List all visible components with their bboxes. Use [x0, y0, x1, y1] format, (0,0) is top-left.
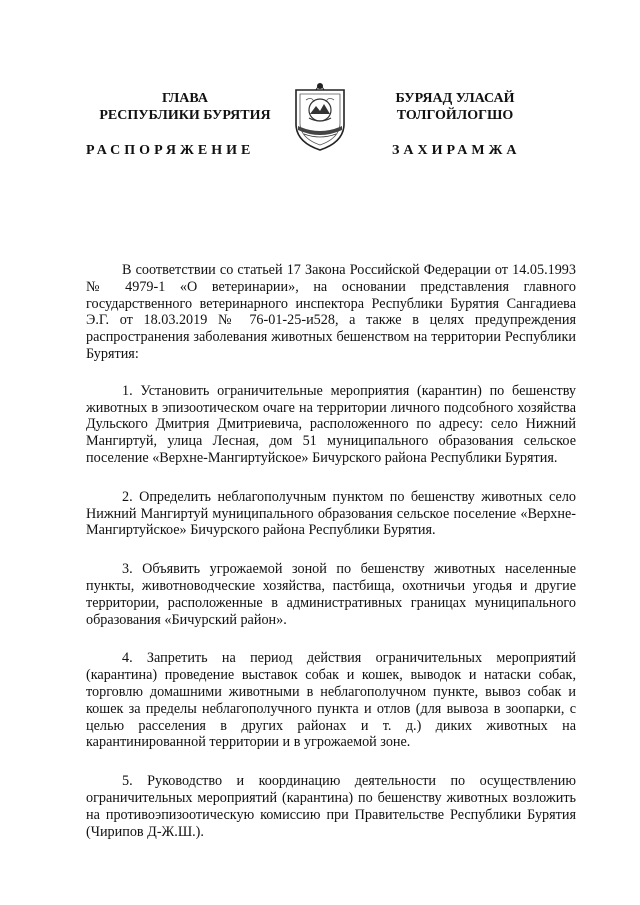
header-right-subtitle: ТОЛГОЙЛОГШО — [396, 108, 514, 123]
intro-paragraph: В соответствии со статьей 17 Закона Российской Федерации от 14.05.1993 № 4979-1 «О ветеринарии», на основании представления главного государственного ветеринарного инспектора Республики Бурятия Сангадиева Э.Г. от 18.03.2019 № 76-01-25-и528, а также в целях предупреждения распространения заболевания животных бешенством на территории Республики Бурятия: — [86, 262, 576, 362]
paragraph-4: 4. Запретить на период действия ограничительных мероприятий (карантина) проведение выставок собак и кошек, выводок и натаски собак, торговлю домашними животными в неблагополучном пункте, вывоз собак и кошек за пределы неблагополучного пункта и отлов (для вывоза в зоопарки, с целью расселения в других районах и т. д.) диких животных на карантинированной территории и в угрожаемой зоне. — [86, 650, 576, 751]
paragraph-2: 2. Определить неблагополучным пунктом по бешенству животных село Нижний Мангиртуй муниципального образования сельское поселение «Верхне-Мангиртуйское» Бичурского района Республики Бурятия. — [86, 488, 576, 539]
paragraph-5: 5. Руководство и координацию деятельности по осуществлению ограничительных мероприятий (карантина) по бешенству животных возложить на противоэпизоотическую комиссию при Правительстве Республики Бурятия (Чирипов Д-Ж.Ш.). — [86, 773, 576, 840]
document-type-ru: РАСПОРЯЖЕНИЕ — [86, 143, 255, 158]
header-left-subtitle: РЕСПУБЛИКИ БУРЯТИЯ — [99, 108, 271, 123]
document-type-bua: ЗАХИРАМЖА — [392, 143, 521, 158]
paragraph-1: 1. Установить ограничительные мероприятия (карантин) по бешенству животных в эпизоотическом очаге на территории личного подсобного хозяйства Дульского Дмитрия Дмитриевича, расположенного по адресу: село Нижний Мангиртуй, улица Лесная, дом 51 муниципального образования сельское поселение «Верхне-Мангиртуйское» Бичурского района Республики Бурятия. — [86, 382, 576, 466]
header-right-title: БУРЯАД УЛАСАЙ — [395, 91, 515, 106]
header-right-block — [360, 90, 550, 124]
document-body — [86, 262, 576, 862]
header-left-title: ГЛАВА — [162, 91, 208, 106]
paragraph-3: 3. Объявить угрожаемой зоной по бешенству животных населенные пункты, животноводческие хозяйства, пастбища, охотничьи угодья и другие территории, расположенные в административных границах муниципального образования «Бичурский район». — [86, 561, 576, 628]
header-left-block — [90, 90, 280, 124]
coat-of-arms-icon — [292, 80, 348, 152]
